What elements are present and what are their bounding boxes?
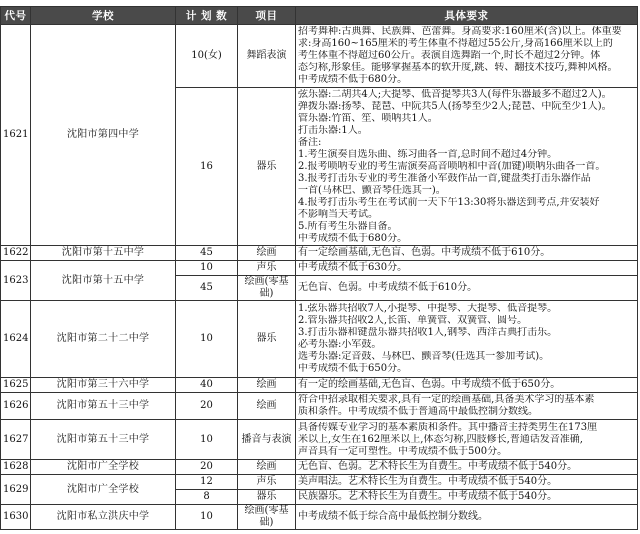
item-cell: 绘画(零基础) — [238, 276, 296, 301]
requirements-cell — [296, 301, 638, 378]
plan-cell: 10(女) — [176, 25, 238, 88]
school-cell: 沈阳市第十五中学 — [31, 246, 176, 261]
school-cell: 沈阳市第五十三中学 — [31, 393, 176, 420]
req-line: 2.管乐器共招收2人,长笛、单簧管、双簧管、圆号。 — [298, 315, 528, 326]
req-line: 不影响当天考试。 — [298, 208, 378, 220]
item-cell: 绘画 — [238, 246, 296, 261]
requirements-cell: 无色盲、色弱。艺术特长生为自费生。中考成绩不低于540分。 — [296, 460, 638, 475]
req-line: 态匀称,形象佳。能够掌握基本的软开度,跳、转、翻技术技巧,舞种风格。 — [298, 62, 618, 73]
req-line: 打击乐器:1人。 — [298, 124, 368, 136]
school-cell: 沈阳市私立洪庆中学 — [31, 505, 176, 530]
plan-cell: 10 — [176, 261, 238, 276]
school-cell: 沈阳市第五十三中学 — [31, 420, 176, 460]
item-cell: 舞蹈表演 — [238, 25, 296, 88]
req-line: 声音具有一定可塑性。中考成绩不低于500分。 — [298, 445, 508, 457]
req-line: 一首(马林巴、颤音琴任选其一)。 — [298, 184, 446, 196]
requirements-cell — [296, 25, 638, 88]
school-cell: 沈阳市第三十六中学 — [31, 378, 176, 393]
item-cell: 播音与表演 — [238, 420, 296, 460]
code-cell: 1623 — [1, 261, 31, 301]
requirements-cell: 有一定的绘画基础,无色盲、色弱。中考成绩不低于650分。 — [296, 378, 638, 393]
req-line: 弦乐器:二胡共4人;大提琴、低音提琴共3人(每件乐器最多不超过2人)。 — [298, 88, 612, 100]
req-line: 求:身高160~165厘米的考生体重不得超过55公斤,身高166厘米以上的 — [298, 38, 613, 49]
req-line: 2.报考唢呐专业的考生需演奏高音唢呐和中音(加键)唢呐乐曲各一首。 — [298, 160, 606, 172]
plan-cell: 10 — [176, 505, 238, 530]
table-row — [1, 393, 638, 420]
plan-cell: 40 — [176, 378, 238, 393]
code-cell: 1628 — [1, 460, 31, 475]
code-cell: 1626 — [1, 393, 31, 420]
requirements-cell — [296, 393, 638, 420]
item-cell: 绘画 — [238, 460, 296, 475]
req-line: 备注: — [298, 136, 322, 148]
school-cell: 沈阳市广全学校 — [31, 460, 176, 475]
plan-cell: 10 — [176, 301, 238, 378]
req-line: 中考成绩不低于680分。 — [298, 232, 408, 244]
requirements-cell: 美声唱法。艺术特长生为自费生。中考成绩不低于540分。 — [296, 475, 638, 490]
code-cell: 1625 — [1, 378, 31, 393]
admissions-table — [0, 6, 638, 530]
plan-cell: 16 — [176, 88, 238, 246]
school-cell: 沈阳市第二十二中学 — [31, 301, 176, 378]
code-cell: 1629 — [1, 475, 31, 505]
requirements-cell: 无色盲、色弱。中考成绩不低于610分。 — [296, 276, 638, 301]
plan-cell: 20 — [176, 393, 238, 420]
table-row — [1, 505, 638, 530]
table-row — [1, 475, 638, 490]
item-cell: 声乐 — [238, 261, 296, 276]
requirements-cell: 民族器乐。艺术特长生为自费生。中考成绩不低于540分。 — [296, 490, 638, 505]
plan-cell: 20 — [176, 460, 238, 475]
plan-cell: 12 — [176, 475, 238, 490]
req-line: 3.打击乐器和键盘乐器共招收1人,钢琴、西洋古典打击乐。 — [298, 327, 558, 338]
req-line: 5.所有考生乐器自备。 — [298, 220, 398, 232]
code-cell: 1627 — [1, 420, 31, 460]
header-plan: 计 划 数 — [176, 7, 238, 25]
req-line: 4.报考打击乐考生在考试前一天下午13:30将乐器送到考点,并安装好 — [298, 196, 600, 208]
req-line: 考生体重不得超过60公斤。表演自选舞蹈一个,时长不超过2分钟。体 — [298, 50, 601, 61]
item-cell: 声乐 — [238, 475, 296, 490]
req-line: 具备传媒专业学习的基本素质和条件。其中播音主持类男生在173厘 — [298, 421, 598, 433]
code-cell: 1630 — [1, 505, 31, 530]
plan-cell: 45 — [176, 276, 238, 301]
req-line: 弹拨乐器:扬琴、琵琶、中阮共5人(扬琴至少2人;琵琶、中阮至少1人)。 — [298, 100, 612, 112]
code-cell: 1624 — [1, 301, 31, 378]
table-row — [1, 420, 638, 460]
school-cell: 沈阳市广全学校 — [31, 475, 176, 505]
header-requirements: 具体要求 — [296, 7, 638, 25]
table-row — [1, 460, 638, 475]
req-line: 3.报考打击乐专业的考生准备小军鼓作品一首,键盘类打击乐器作品 — [298, 172, 591, 184]
req-line: 招考舞种:古典舞、民族舞、芭蕾舞。身高要求:160厘米(含)以上。体重要 — [298, 26, 622, 37]
requirements-cell: 中考成绩不低于630分。 — [296, 261, 638, 276]
req-line: 管乐器:竹笛、笙、唢呐共1人。 — [298, 112, 438, 124]
item-cell: 绘画 — [238, 378, 296, 393]
requirements-cell: 有一定绘画基础,无色盲、色弱。中考成绩不低于610分。 — [296, 246, 638, 261]
table-row — [1, 25, 638, 88]
table-row — [1, 261, 638, 276]
school-cell: 沈阳市第十五中学 — [31, 261, 176, 301]
code-cell: 1621 — [1, 25, 31, 246]
item-cell: 器乐 — [238, 301, 296, 378]
table-row — [1, 301, 638, 378]
req-line: 中考成绩不低于650分。 — [298, 363, 408, 374]
requirements-cell — [296, 420, 638, 460]
table-row — [1, 246, 638, 261]
req-line: 质和条件。中考成绩不低于普通高中最低控制分数线。 — [298, 406, 538, 417]
req-line: 中考成绩不低于680分。 — [298, 74, 408, 85]
header-school: 学校 — [31, 7, 176, 25]
table-row — [1, 378, 638, 393]
req-line: 选考乐器:定音鼓、马林巴、颤音琴(任选其一参加考试)。 — [298, 351, 550, 362]
item-cell: 绘画 — [238, 393, 296, 420]
code-cell: 1622 — [1, 246, 31, 261]
req-line: 1.弦乐器共招收7人,小提琴、中提琴、大提琴、低音提琴。 — [298, 303, 558, 314]
plan-cell: 8 — [176, 490, 238, 505]
plan-cell: 10 — [176, 420, 238, 460]
req-line: 必考乐器:小军鼓。 — [298, 339, 382, 350]
item-cell: 器乐 — [238, 88, 296, 246]
plan-cell: 45 — [176, 246, 238, 261]
header-code: 代号 — [1, 7, 31, 25]
item-cell: 绘画(零基础) — [238, 505, 296, 530]
requirements-cell: 中考成绩不低于综合高中最低控制分数线。 — [296, 505, 638, 530]
school-cell: 沈阳市第四中学 — [31, 25, 176, 246]
header-item: 项目 — [238, 7, 296, 25]
item-cell: 器乐 — [238, 490, 296, 505]
req-line: 米以上,女生在162厘米以上,体态匀称,四肢修长,普通话发音准确, — [298, 433, 583, 445]
requirements-cell — [296, 88, 638, 246]
req-line: 符合中招录取相关要求,具有一定的绘画基础,具备美术学习的基本素 — [298, 394, 595, 405]
table-header-row — [1, 7, 638, 25]
req-line: 1.考生演奏自选乐曲、练习曲各一首,总时间不超过4分钟。 — [298, 148, 558, 160]
